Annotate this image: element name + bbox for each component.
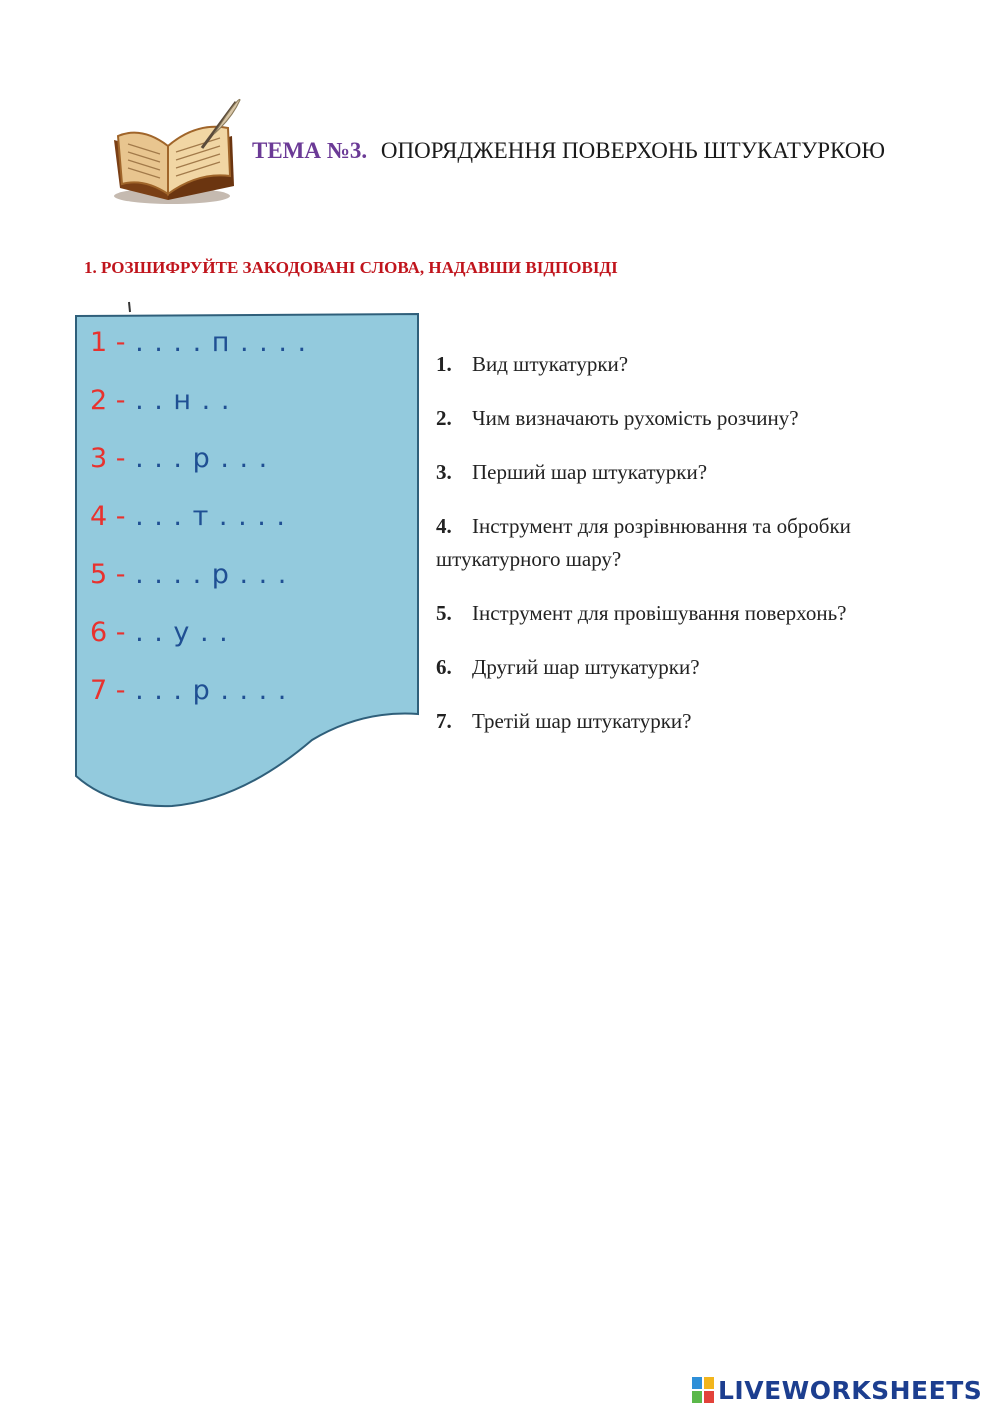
question-item bbox=[436, 597, 916, 630]
code-mask: . . . . р . . . bbox=[125, 559, 288, 590]
code-row bbox=[90, 380, 307, 438]
question-number: 3. bbox=[436, 460, 452, 484]
code-mask: . . . р . . . bbox=[125, 443, 269, 474]
code-row bbox=[90, 554, 307, 612]
question-item bbox=[436, 651, 916, 684]
code-row bbox=[90, 322, 307, 380]
brand-name: LIVEWORKSHEETS bbox=[718, 1375, 983, 1405]
question-item bbox=[436, 510, 916, 576]
code-number: 1 - bbox=[90, 327, 126, 358]
question-number: 1. bbox=[436, 352, 452, 376]
code-mask: . . . т . . . . bbox=[125, 501, 286, 532]
open-book-icon bbox=[106, 96, 242, 208]
question-text: Третій шар штукатурки? bbox=[472, 709, 692, 733]
question-item bbox=[436, 456, 916, 489]
topic-title: ОПОРЯДЖЕННЯ ПОВЕРХОНЬ ШТУКАТУРКОЮ bbox=[380, 138, 886, 163]
code-number: 4 - bbox=[90, 501, 126, 532]
code-mask: . . у . . bbox=[125, 617, 229, 648]
code-row bbox=[90, 612, 307, 670]
code-number: 7 - bbox=[90, 675, 126, 706]
code-number: 2 - bbox=[90, 385, 126, 416]
question-number: 5. bbox=[436, 601, 452, 625]
code-mask: . . . р . . . . bbox=[125, 675, 288, 706]
code-mask: . . . . п . . . . bbox=[125, 327, 308, 358]
topic-header bbox=[252, 138, 885, 164]
question-number: 4. bbox=[436, 514, 452, 538]
code-number: 6 - bbox=[90, 617, 126, 648]
code-list bbox=[90, 322, 307, 728]
question-text: Другий шар штукатурки? bbox=[472, 655, 700, 679]
question-text: Інструмент для провішування поверхонь? bbox=[472, 601, 847, 625]
topic-number: ТЕМА №3. bbox=[252, 138, 368, 163]
question-list bbox=[436, 348, 916, 759]
question-text: Вид штукатурки? bbox=[472, 352, 629, 376]
code-row bbox=[90, 670, 307, 728]
question-number: 2. bbox=[436, 406, 452, 430]
code-number: 3 - bbox=[90, 443, 126, 474]
question-text: Перший шар штукатурки? bbox=[472, 460, 708, 484]
question-item bbox=[436, 705, 916, 738]
code-row bbox=[90, 496, 307, 554]
code-number: 5 - bbox=[90, 559, 126, 590]
task-title: 1. РОЗШИФРУЙТЕ ЗАКОДОВАНІ СЛОВА, НАДАВШИ ВІДПОВІДІ bbox=[84, 258, 618, 277]
question-number: 6. bbox=[436, 655, 452, 679]
code-row bbox=[90, 438, 307, 496]
question-text: Інструмент для розрівнювання та обробки штукатурного шару? bbox=[436, 514, 851, 571]
code-mask: . . н . . bbox=[125, 385, 231, 416]
liveworksheets-brand[interactable] bbox=[692, 1374, 982, 1406]
question-item bbox=[436, 402, 916, 435]
question-text: Чим визначають рухомість розчину? bbox=[472, 406, 799, 430]
question-item bbox=[436, 348, 916, 381]
liveworksheets-logo-icon bbox=[692, 1377, 714, 1403]
question-number: 7. bbox=[436, 709, 452, 733]
